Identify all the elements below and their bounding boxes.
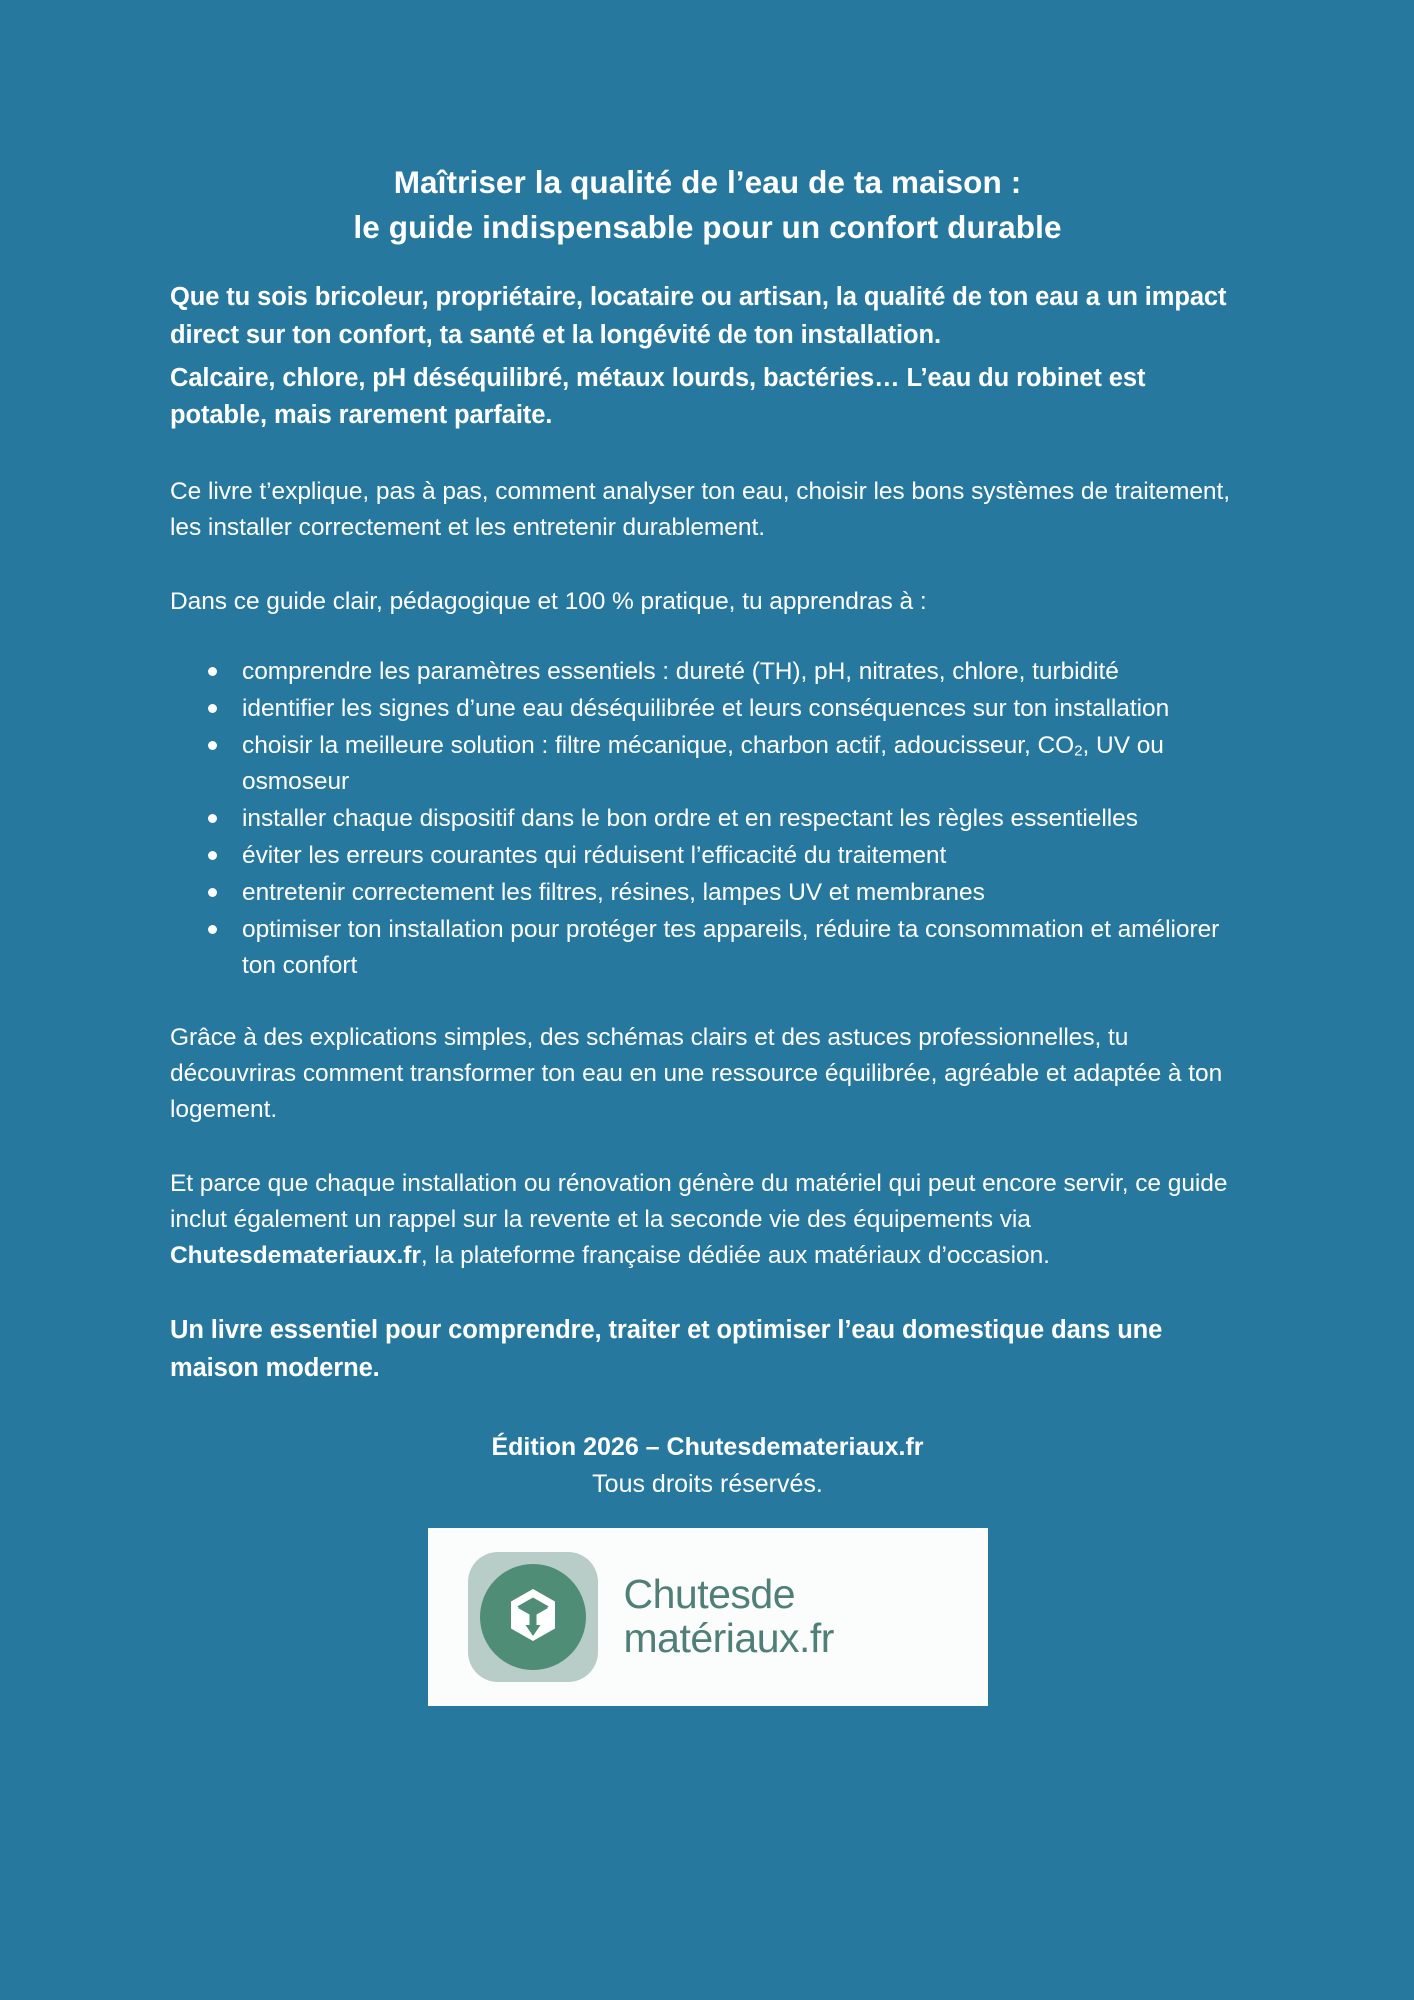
logo-tile — [468, 1552, 598, 1682]
logo-container — [170, 1528, 1245, 1706]
body-paragraph-4-part1: Et parce que chaque installation ou rénovation génère du matériel qui peut encore servir, ce guide inclut également un rappel sur la revente et la seconde vie des équipements via — [170, 1170, 1228, 1234]
rights-line: Tous droits réservés. — [592, 1469, 823, 1498]
bullet-dot-icon — [208, 667, 217, 676]
list-item-label-prefix: choisir la meilleure solution : filtre mécanique, charbon actif, adoucisseur, CO — [242, 732, 1075, 760]
list-item — [170, 875, 1245, 911]
bullet-dot-icon — [208, 741, 217, 750]
body-paragraph-3: Grâce à des explications simples, des schémas clairs et des astuces professionnelles, tu découvriras comment transformer ton eau en une ressource équilibrée, agréable et adaptée à ton logement. — [170, 1024, 1223, 1124]
brand-logo-card — [428, 1528, 988, 1706]
lead-paragraph-2: Calcaire, chlore, pH déséquilibré, métaux lourds, bactéries… L’eau du robinet est potable, mais rarement parfaite. — [170, 363, 1146, 430]
bullet-dot-icon — [208, 704, 217, 713]
list-item-label — [242, 732, 1164, 795]
list-item — [170, 838, 1245, 874]
list-item-label: identifier les signes d’une eau déséquilibrée et leurs conséquences sur ton installation — [242, 695, 1170, 723]
cover-content — [170, 160, 1245, 1706]
list-item — [170, 912, 1245, 984]
bullet-dot-icon — [208, 925, 217, 934]
closing-statement: Un livre essentiel pour comprendre, traiter et optimiser l’eau domestique dans une maison moderne. — [170, 1316, 1163, 1382]
list-item-label-suffix: , UV ou osmoseur — [242, 732, 1164, 796]
page-title-line-1: Maîtriser la qualité de l’eau de ta maison : — [393, 164, 1022, 200]
list-item — [170, 654, 1245, 690]
bullet-dot-icon — [208, 888, 217, 897]
body-paragraph-2: Dans ce guide clair, pédagogique et 100 % pratique, tu apprendras à : — [170, 588, 927, 616]
brand-name-inline: Chutesdemateriaux.fr — [170, 1242, 421, 1270]
page-title-line-2: le guide indispensable pour un confort durable — [353, 208, 1062, 245]
page-title — [170, 160, 1245, 249]
list-item-label: installer chaque dispositif dans le bon ordre et en respectant les règles essentielles — [242, 805, 1138, 833]
bullet-dot-icon — [208, 814, 217, 823]
logo-wordmark — [624, 1573, 834, 1659]
list-item-label: éviter les erreurs courantes qui réduisent l’efficacité du traitement — [242, 842, 947, 870]
list-item — [170, 801, 1245, 837]
body-paragraph-4 — [170, 1166, 1245, 1274]
body-paragraph-1: Ce livre t’explique, pas à pas, comment analyser ton eau, choisir les bons systèmes de traitement, les installer correctement et les entretenir durablement. — [170, 478, 1231, 542]
list-item — [170, 728, 1245, 800]
list-item-label: optimiser ton installation pour protéger tes appareils, réduire ta consommation et améliorer ton confort — [242, 916, 1220, 980]
list-item-label: comprendre les paramètres essentiels : dureté (TH), pH, nitrates, chlore, turbidité — [242, 658, 1119, 686]
bullet-dot-icon — [208, 851, 217, 860]
logo-circle — [480, 1564, 586, 1670]
cube-recycle-icon — [496, 1580, 570, 1654]
co2-subscript: 2 — [1074, 743, 1083, 761]
body-paragraph-4-part2: , la plateforme française dédiée aux matériaux d’occasion. — [420, 1242, 1050, 1270]
logo-wordmark-line-1: Chutesde — [623, 1571, 796, 1618]
lead-paragraph-1: Que tu sois bricoleur, propriétaire, locataire ou artisan, la qualité de ton eau a un impact direct sur ton confort, ta santé et la longévité de ton installation. — [170, 283, 1227, 349]
logo-wordmark-line-2: matériaux.fr — [623, 1614, 834, 1661]
edition-line: Édition 2026 – Chutesdemateriaux.fr — [491, 1432, 924, 1461]
list-item-label: entretenir correctement les filtres, résines, lampes UV et membranes — [242, 879, 985, 907]
list-item — [170, 691, 1245, 727]
learning-points-list — [170, 654, 1245, 984]
